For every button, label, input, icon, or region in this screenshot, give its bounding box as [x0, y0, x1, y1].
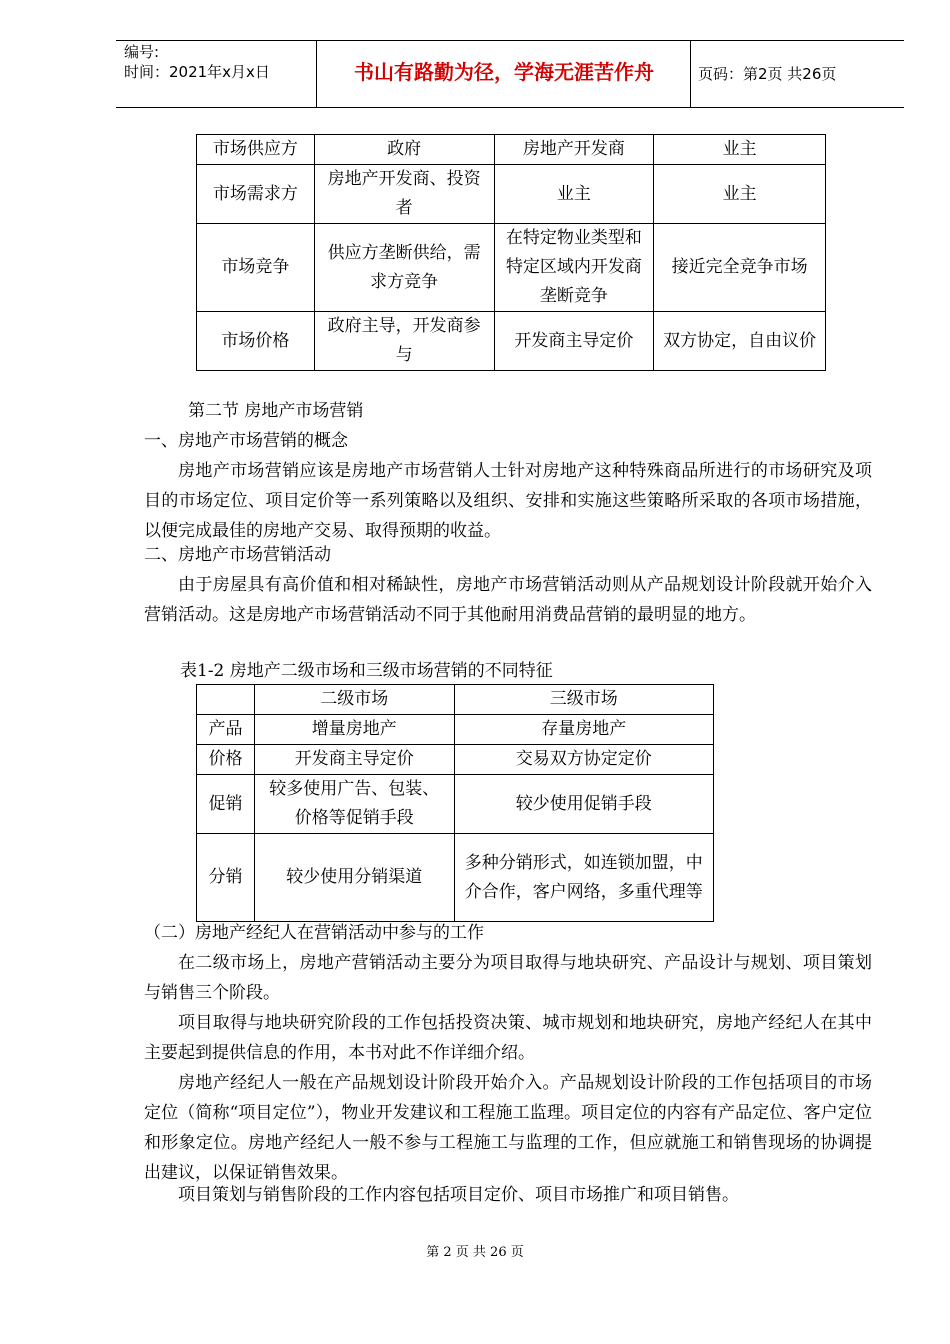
table-cell: 供应方垄断供给，需求方竞争	[314, 224, 494, 312]
table-cell: 多种分销形式，如连锁加盟，中介合作，客户网络，多重代理等	[454, 834, 713, 922]
paragraph-sales-stage: 项目策划与销售阶段的工作内容包括项目定价、项目市场推广和项目销售。	[178, 1185, 739, 1205]
table-cell: 政府主导，开发商参与	[314, 312, 494, 371]
header-bottom-rule	[116, 107, 904, 108]
table-row	[197, 224, 826, 312]
table-cell: 市场供应方	[197, 135, 315, 165]
paragraph-product-design: 房地产经纪人一般在产品规划设计阶段开始介入。产品规划设计阶段的工作包括项目的市场定位（简称“项目定位”），物业开发建议和工程施工监理。项目定位的内容有产品定位、客户定位和形象定位。房地产经纪人一般不参与工程施工与监理的工作，但应就施工和销售现场的协调提出建议，以保证销售效果。	[144, 1073, 872, 1183]
market-comparison-table	[196, 134, 826, 371]
table-cell: 双方协定，自由议价	[654, 312, 826, 371]
paragraph-stages: 在二级市场上，房地产营销活动主要分为项目取得与地块研究、产品设计与规划、项目策划与销售三个阶段。	[144, 953, 872, 1003]
table-cell: 促销	[197, 775, 255, 834]
header-divider-2	[690, 40, 691, 108]
document-time-label: 时间：2021年x月x日	[124, 63, 270, 81]
paragraph-land-research: 项目取得与地块研究阶段的工作包括投资决策、城市规划和地块研究，房地产经纪人在其中主要起到提供信息的作用，本书对此不作详细介绍。	[144, 1013, 872, 1063]
table-cell: 交易双方协定定价	[454, 745, 713, 775]
table-cell: 开发商主导定价	[494, 312, 654, 371]
table-cell: 产品	[197, 715, 255, 745]
table-row	[197, 165, 826, 224]
table-cell: 业主	[654, 165, 826, 224]
table-cell: 业主	[654, 135, 826, 165]
table-cell: 存量房地产	[454, 715, 713, 745]
header-page-info: 页码：第2页 共26页	[698, 65, 837, 83]
table-cell: 市场竞争	[197, 224, 315, 312]
table-caption: 表1-2 房地产二级市场和三级市场营销的不同特征	[180, 661, 553, 681]
heading-activities: 二、房地产市场营销活动	[144, 545, 331, 565]
header-divider-1	[316, 40, 317, 108]
section-title: 第二节 房地产市场营销	[188, 401, 364, 421]
table-cell: 在特定物业类型和特定区域内开发商垄断竞争	[494, 224, 654, 312]
table-row	[197, 135, 826, 165]
page-footer: 第 2 页 共 26 页	[426, 1245, 524, 1260]
table-cell: 增量房地产	[254, 715, 454, 745]
heading-broker-work: （二）房地产经纪人在营销活动中参与的工作	[144, 923, 484, 943]
document-number-label: 编号:	[124, 43, 160, 61]
table-header-cell	[197, 685, 255, 715]
table-row	[197, 834, 714, 922]
table-header-cell: 三级市场	[454, 685, 713, 715]
paragraph-activities: 由于房屋具有高价值和相对稀缺性，房地产市场营销活动则从产品规划设计阶段就开始介入营销活动。这是房地产市场营销活动不同于其他耐用消费品营销的最明显的地方。	[144, 575, 872, 625]
table-cell: 较少使用促销手段	[454, 775, 713, 834]
table-cell: 分销	[197, 834, 255, 922]
table-cell: 较多使用广告、包装、价格等促销手段	[254, 775, 454, 834]
table-row	[197, 745, 714, 775]
table-cell: 业主	[494, 165, 654, 224]
paragraph-concept: 房地产市场营销应该是房地产市场营销人士针对房地产这种特殊商品所进行的市场研究及项目的市场定位、项目定价等一系列策略以及组织、安排和实施这些策略所采取的各项市场措施，以便完成最佳的房地产交易、取得预期的收益。	[144, 461, 872, 541]
table-cell: 较少使用分销渠道	[254, 834, 454, 922]
table-cell: 房地产开发商	[494, 135, 654, 165]
header-top-rule	[116, 40, 904, 41]
table-cell: 房地产开发商、投资者	[314, 165, 494, 224]
table-header-row	[197, 685, 714, 715]
table-cell: 政府	[314, 135, 494, 165]
table-cell: 市场价格	[197, 312, 315, 371]
table-row	[197, 312, 826, 371]
table-cell: 市场需求方	[197, 165, 315, 224]
header-motto: 书山有路勤为径，学海无涯苦作舟	[354, 60, 654, 84]
table-header-cell: 二级市场	[254, 685, 454, 715]
table-cell: 开发商主导定价	[254, 745, 454, 775]
table-cell: 接近完全竞争市场	[654, 224, 826, 312]
table-cell: 价格	[197, 745, 255, 775]
table-row	[197, 715, 714, 745]
heading-concept: 一、房地产市场营销的概念	[144, 431, 348, 451]
table-row	[197, 775, 714, 834]
market-features-table	[196, 684, 714, 922]
